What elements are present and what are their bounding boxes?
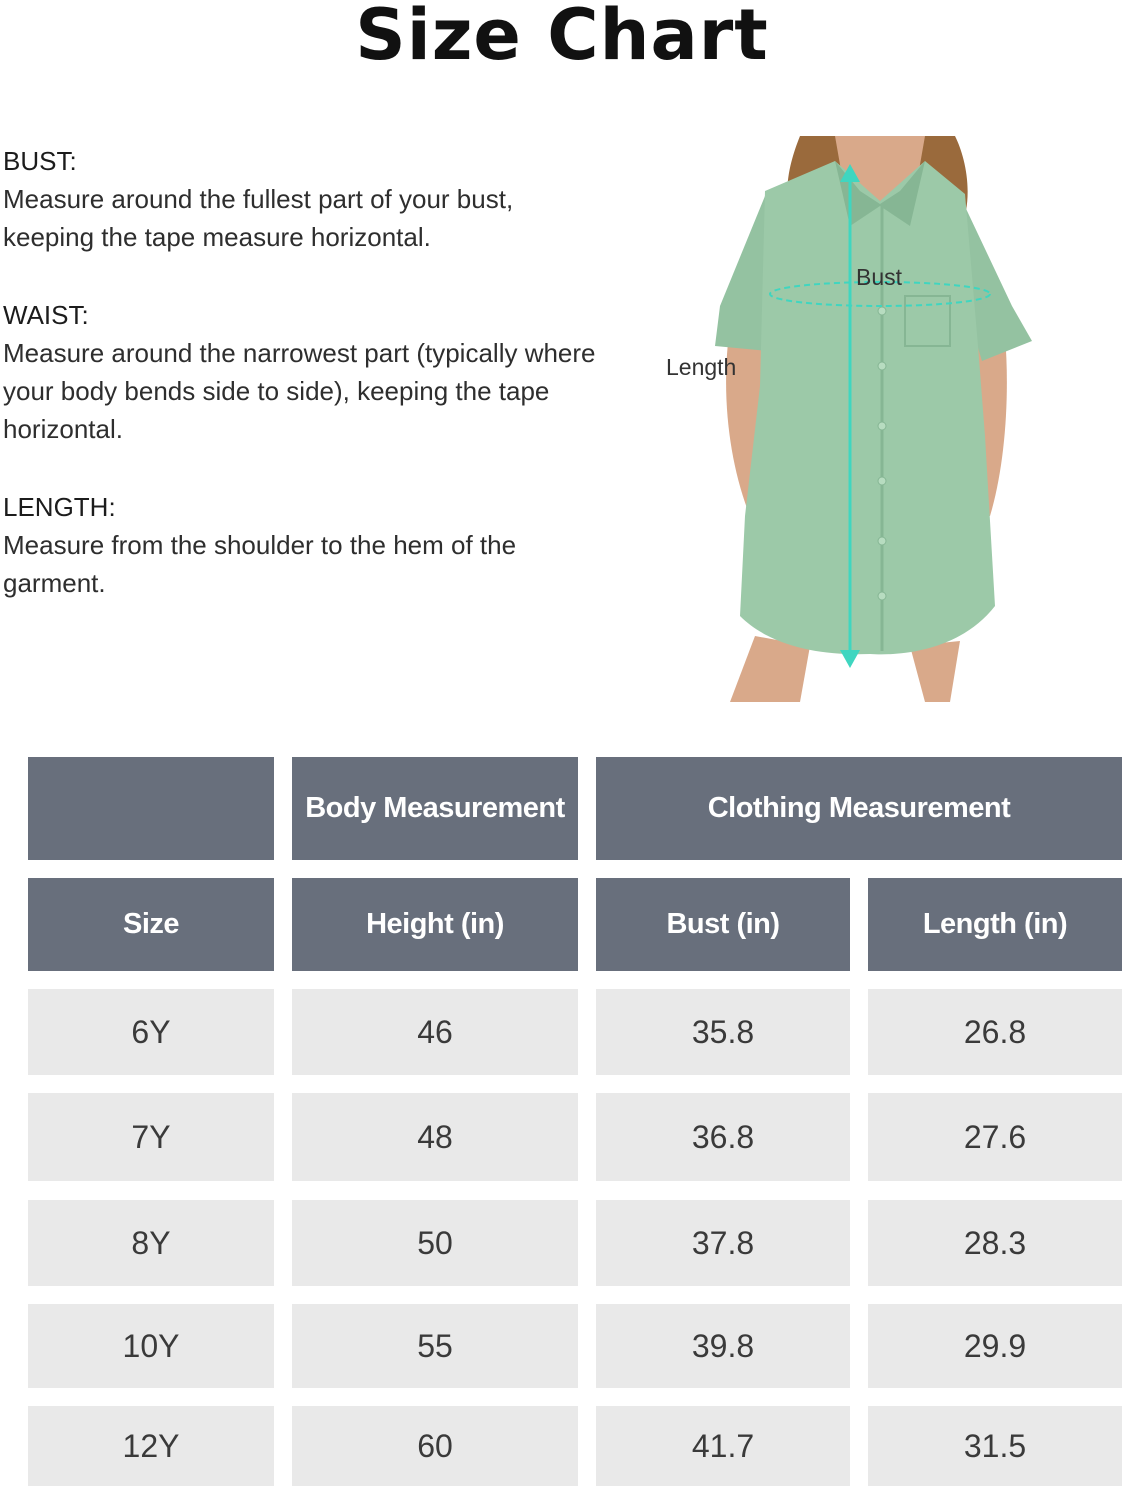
arrow-down-icon bbox=[840, 650, 860, 668]
length-cell: 27.6 bbox=[868, 1093, 1122, 1181]
button-icon bbox=[878, 362, 886, 370]
bust-cell: 41.7 bbox=[596, 1406, 850, 1486]
page-title: Size Chart bbox=[355, 0, 769, 76]
bust-text: Measure around the fullest part of your bust, keeping the tape measure horizontal. bbox=[3, 184, 514, 252]
size-cell: 7Y bbox=[28, 1093, 274, 1181]
waist-instructions bbox=[3, 296, 623, 448]
waist-text: Measure around the narrowest part (typically where your body bends side to side), keeping the tape horizontal. bbox=[3, 338, 596, 444]
bust-heading: BUST: bbox=[3, 146, 77, 176]
bust-cell: 37.8 bbox=[596, 1200, 850, 1286]
length-cell: 31.5 bbox=[868, 1406, 1122, 1486]
height-cell: 50 bbox=[292, 1200, 578, 1286]
group-header-blank bbox=[28, 757, 274, 860]
bust-cell: 35.8 bbox=[596, 989, 850, 1075]
length-heading: LENGTH: bbox=[3, 492, 116, 522]
height-cell: 48 bbox=[292, 1093, 578, 1181]
column-header-length: Length (in) bbox=[868, 878, 1122, 971]
button-icon bbox=[878, 537, 886, 545]
column-header-height: Height (in) bbox=[292, 878, 578, 971]
bust-instructions bbox=[3, 142, 623, 256]
size-cell: 8Y bbox=[28, 1200, 274, 1286]
length-text: Measure from the shoulder to the hem of the garment. bbox=[3, 530, 517, 598]
length-instructions bbox=[3, 488, 623, 602]
height-cell: 60 bbox=[292, 1406, 578, 1486]
height-cell: 46 bbox=[292, 989, 578, 1075]
button-icon bbox=[878, 422, 886, 430]
size-cell: 6Y bbox=[28, 989, 274, 1075]
size-cell: 10Y bbox=[28, 1304, 274, 1388]
bust-cell: 39.8 bbox=[596, 1304, 850, 1388]
waist-heading: WAIST: bbox=[3, 300, 89, 330]
button-icon bbox=[878, 477, 886, 485]
height-cell: 55 bbox=[292, 1304, 578, 1388]
group-header-body-measurement: Body Measurement bbox=[292, 757, 578, 860]
length-figure-label: Length bbox=[666, 354, 737, 380]
length-cell: 29.9 bbox=[868, 1304, 1122, 1388]
button-icon bbox=[878, 307, 886, 315]
group-header-clothing-measurement: Clothing Measurement bbox=[596, 757, 1122, 860]
dress-body bbox=[740, 161, 995, 654]
length-cell: 26.8 bbox=[868, 989, 1122, 1075]
bust-figure-label: Bust bbox=[856, 264, 903, 290]
dress-figure-svg bbox=[660, 136, 1060, 702]
length-cell: 28.3 bbox=[868, 1200, 1122, 1286]
dress-illustration bbox=[660, 136, 1060, 702]
size-cell: 12Y bbox=[28, 1406, 274, 1486]
button-icon bbox=[878, 592, 886, 600]
column-header-size: Size bbox=[28, 878, 274, 971]
column-header-bust: Bust (in) bbox=[596, 878, 850, 971]
bust-cell: 36.8 bbox=[596, 1093, 850, 1181]
